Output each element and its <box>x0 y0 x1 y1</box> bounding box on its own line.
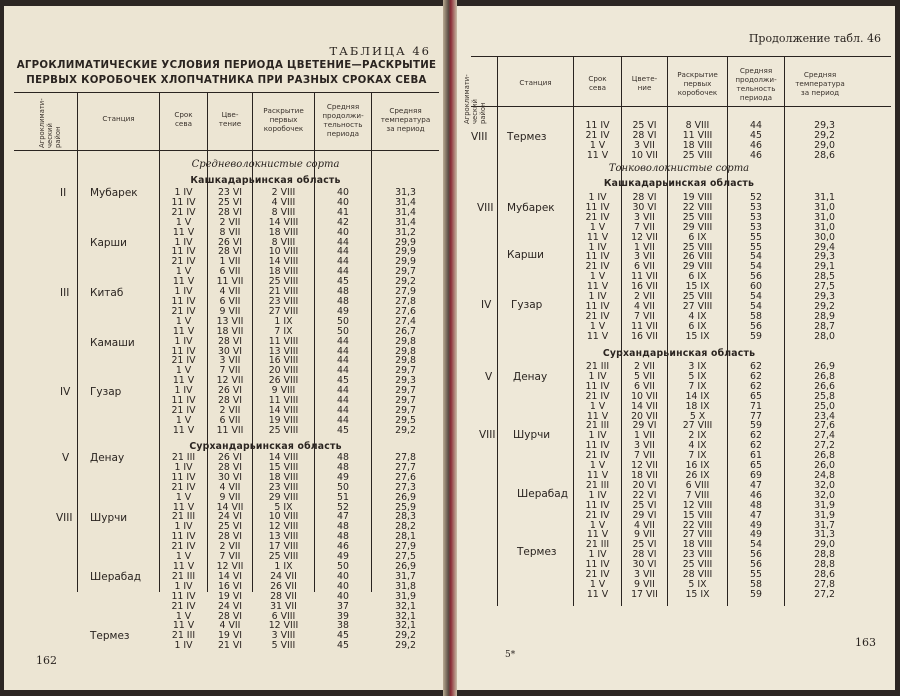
temperature-column: 29,3 29,2 29,0 28,6 <box>814 120 835 161</box>
district-label: IV <box>481 299 492 311</box>
station-label: Шурчи <box>513 429 551 441</box>
footer-mark: 5* <box>505 650 516 660</box>
opening-column: 8 VIII 11 VIII 18 VIII 25 VIII <box>682 120 713 161</box>
station-label: Термез <box>507 131 547 143</box>
page-number: 162 <box>36 654 57 667</box>
left-page <box>4 6 443 690</box>
region-heading: Сурхандарьинская область <box>189 441 342 452</box>
header-temperature: Средняя температура за период <box>795 70 845 97</box>
station-label: Мубарек <box>90 187 138 199</box>
sowing-column: 1 IV 11 IV 21 IV 1 V 11 V 1 IV 11 IV 21 IV 1 V 11 V 1 IV 11 IV 21 IV 1 V 11 V 1 IV 11 IV 21 IV 1 V 11 V 1 IV 11 IV 21 IV 1 V 11 V <box>171 187 196 436</box>
district-label: II <box>60 187 67 199</box>
header-opening: Раскрытие первых коробочек <box>263 106 304 133</box>
region-heading: Сурхандарьинская область <box>602 348 756 359</box>
header-bottom-rule <box>471 106 891 107</box>
table-label: ТАБЛИЦА 46 <box>329 44 431 58</box>
station-label: Денау <box>90 452 125 464</box>
table-title <box>14 58 439 88</box>
sowing-column: 1 IV 11 IV 21 IV 1 V 11 V 1 IV 11 IV 21 IV 1 V 11 V 1 IV 11 IV 21 IV 1 V 11 V <box>585 192 610 342</box>
station-label: Китаб <box>90 287 124 299</box>
station-label: Шурчи <box>90 512 128 524</box>
bloom-column: 2 VII 5 VII 6 VII 10 VII 14 VII 20 VII 29 VI 1 VII 3 VII 7 VII 12 VII 18 VII 20 VI 22 VI 25 VI 29 VI 4 VII 9 VII 25 VI 28 VI 30 VI 3 VII 9 VII 17 VII <box>631 361 658 600</box>
district-label: III <box>60 287 70 299</box>
table-title-line-1: АГРОКЛИМАТИЧЕСКИЕ УСЛОВИЯ ПЕРИОДА ЦВЕТЕНИЕ—РАСКРЫТИЕ <box>16 60 437 71</box>
bloom-column: 26 VI 28 VI 30 VI 4 VII 9 VII 14 VII 24 VI 25 VI 28 VI 2 VII 7 VII 12 VII 14 VI 16 VI 19 VI 24 VI 28 VI 4 VII 19 VI 21 VI <box>216 452 244 652</box>
temperature-column: 31,1 31,0 31,0 31,0 30,0 29,4 29,3 29,1 28,5 27,5 29,3 29,2 28,9 28,7 28,0 <box>814 192 835 342</box>
page-number: 163 <box>855 636 876 649</box>
section-heading: Тонковолокнистые сорта <box>608 163 750 174</box>
continuation-label: Продолжение табл. 46 <box>748 32 881 45</box>
bloom-column: 25 VI 28 VI 3 VII 10 VII <box>631 120 658 161</box>
district-label: VIII <box>471 131 488 143</box>
bloom-column: 23 VI 25 VI 28 VI 2 VII 8 VII 26 VI 28 VI 1 VII 6 VII 11 VII 4 VII 6 VII 9 VII 13 VII 18 VII 28 VI 30 VI 3 VII 7 VII 12 VII 26 VI 28 VI 2 VII 6 VII 11 VII <box>216 187 244 436</box>
duration-column: 62 62 62 65 71 77 59 62 62 61 65 69 47 46 48 47 49 49 54 56 56 55 58 59 <box>750 361 762 600</box>
sowing-column: 21 III 1 IV 11 IV 21 IV 1 V 11 V 21 III 1 IV 11 IV 21 IV 1 V 11 V 21 III 1 IV 11 IV 21 IV 1 V 11 V 21 III 1 IV <box>171 452 196 652</box>
duration-column: 40 40 41 42 40 44 44 44 44 45 48 48 49 50 50 44 44 44 44 45 44 44 44 44 45 <box>337 187 349 436</box>
station-label: Термез <box>517 546 557 558</box>
station-label: Карши <box>507 249 544 261</box>
header-bloom: Цвете- ние <box>631 74 658 92</box>
sowing-column: 11 IV 21 IV 1 V 11 V <box>585 120 610 161</box>
header-opening: Раскрытие первых коробочек <box>677 70 718 97</box>
header-bloom: Цве- тение <box>218 110 242 128</box>
station-label: Карши <box>90 237 127 249</box>
opening-column: 19 VIII 22 VIII 25 VIII 29 VIII 6 IX 25 VIII 26 VIII 29 VIII 6 IX 15 IX 25 VIII 27 VIII 4 IX 6 IX 15 IX <box>682 192 713 342</box>
section-heading: Средневолокнистые сорта <box>191 159 340 170</box>
station-label: Шерабад <box>517 488 568 500</box>
station-label: Гузар <box>90 386 122 398</box>
station-label: Шерабад <box>90 571 141 583</box>
opening-column: 14 VIII 15 VIII 18 VIII 23 VIII 29 VIII 5 IX 10 VIII 12 VIII 13 VIII 17 VIII 25 VIII 1 IX 24 VII 26 VII 28 VII 31 VII 6 VIII 12 VIII 3 VIII 5 VIII <box>268 452 299 652</box>
header-district: Агроклимати- ческий район <box>38 98 62 148</box>
duration-column: 48 48 49 50 51 52 47 48 48 46 49 50 40 40 40 37 39 38 45 45 <box>337 452 349 652</box>
header-station: Станция <box>519 78 552 87</box>
district-label: VIII <box>479 429 496 441</box>
district-label: VIII <box>477 202 494 214</box>
region-heading: Кашкадарьинская область <box>190 175 341 186</box>
temperature-column: 27,8 27,7 27,6 27,3 26,9 25,9 28,3 28,2 28,1 27,9 27,5 26,9 31,7 31,8 31,9 32,1 32,1 32,1 29,2 29,2 <box>395 452 416 652</box>
temperature-column: 26,9 26,8 26,6 25,8 25,0 23,4 27,6 27,4 27,2 26,8 26,0 24,8 32,0 32,0 31,9 31,9 31,7 31,3 29,0 28,8 28,8 28,6 27,8 27,2 <box>814 361 835 600</box>
district-label: V <box>62 452 70 464</box>
station-label: Термез <box>90 630 130 642</box>
sowing-column: 21 III 1 IV 11 IV 21 IV 1 V 11 V 21 III 1 IV 11 IV 21 IV 1 V 11 V 21 III 1 IV 11 IV 21 IV 1 V 11 V 21 III 1 IV 11 IV 21 IV 1 V 11 V <box>585 361 610 600</box>
opening-column: 2 VIII 4 VIII 8 VIII 14 VIII 18 VIII 8 VIII 10 VIII 14 VIII 18 VIII 25 VIII 21 VIII 23 VIII 27 VIII 1 IX 7 IX 11 VIII 13 VIII 16 VIII 20 VIII 26 VIII 9 VIII 11 VIII 14 VIII 19 VIII 25 VIII <box>268 187 299 436</box>
table-title-line-2: ПЕРВЫХ КОРОБОЧЕК ХЛОПЧАТНИКА ПРИ РАЗНЫХ СРОКАХ СЕВА <box>26 75 427 86</box>
column-divider <box>77 92 78 592</box>
duration-column: 44 45 46 46 <box>750 120 762 161</box>
opening-column: 3 IX 5 IX 7 IX 14 IX 18 IX 5 X 27 VIII 2 IX 4 IX 7 IX 16 IX 26 IX 6 VIII 7 VIII 12 VIII 15 VIII 22 VIII 27 VIII 18 VIII 23 VIII 25 VIII 28 VIII 5 IX 15 IX <box>682 361 713 600</box>
station-label: Денау <box>513 371 548 383</box>
header-temperature: Средняя температура за период <box>380 106 431 133</box>
district-label: V <box>485 371 493 383</box>
header-station: Станция <box>102 114 135 123</box>
header-district: Агроклимати- ческий район <box>463 74 487 124</box>
bloom-column: 28 VI 30 VI 3 VII 7 VII 12 VII 1 VII 3 VII 6 VII 11 VII 16 VII 2 VII 4 VII 7 VII 11 VII 16 VII <box>631 192 658 342</box>
station-label: Мубарек <box>507 202 555 214</box>
station-label: Гузар <box>511 299 543 311</box>
temperature-column: 31,3 31,4 31,4 31,4 31,2 29,9 29,9 29,9 29,7 29,2 27,9 27,8 27,6 27,4 26,7 29,8 29,8 29,8 29,7 29,3 29,7 29,7 29,7 29,5 29,2 <box>395 187 416 436</box>
header-sowing: Срок сева <box>588 74 607 92</box>
header-top-rule <box>471 56 891 57</box>
station-label: Камаши <box>90 337 135 349</box>
duration-column: 52 53 53 53 55 55 54 54 56 60 54 54 58 56 59 <box>750 192 762 342</box>
district-label: IV <box>60 386 71 398</box>
district-label: VIII <box>56 512 73 524</box>
column-divider <box>497 56 498 606</box>
header-duration: Средняя продолжи- тельность периода <box>735 66 777 102</box>
region-heading: Кашкадарьинская область <box>603 178 755 189</box>
book-gutter <box>443 0 457 696</box>
header-sowing: Срок сева <box>174 110 193 128</box>
right-page <box>457 6 895 690</box>
header-duration: Средняя продолжи- тельность периода <box>322 102 364 138</box>
